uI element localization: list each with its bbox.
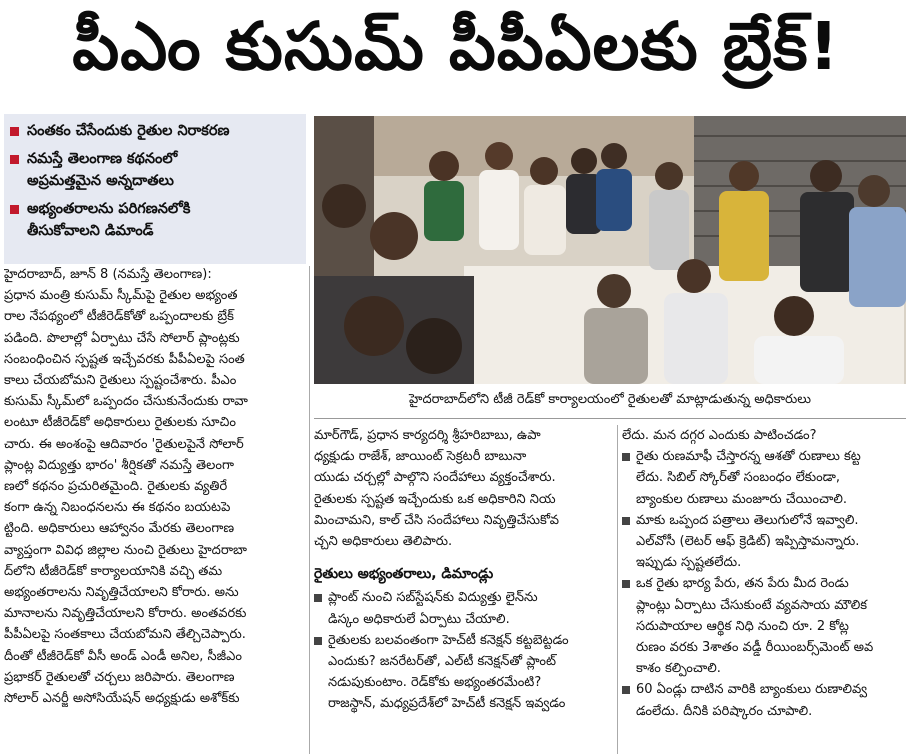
text-line: ఎందుకు? జనరేటర్‌తో, ఎల్‌టీ కనెక్షన్‌తో ప్లాంట్: [328, 654, 557, 670]
text-line: 60 ఏండ్లు దాటిన వారికి బ్యాంకులు రుణాలివ్వ: [636, 682, 868, 698]
bullet-item: [622, 679, 908, 721]
text-line: సోలార్ ఎనర్జీ అసోసియేషన్ అధ్యక్షుడు అశోక్‌కు: [4, 691, 240, 707]
text-line: లేదు. సిబిల్ స్కోర్‌తో సంబంధం లేకుండా,: [636, 470, 841, 486]
text-line: కాశం కల్పించాలి.: [636, 661, 721, 677]
text-line: రైతులకు బలవంతంగా హెచ్‌టీ కనెక్షన్ కట్టబెట్టడం: [328, 632, 569, 648]
text-line: కాలు చేయబోమని రైతులు స్పష్టంచేశారు. పీఎం: [4, 373, 237, 389]
highlight-item: [10, 148, 302, 192]
text-line: సంబంధించిన స్పష్టత ఇచ్చేవరకు పీపీఏలపై సంత: [4, 351, 245, 367]
highlight-line: తీసుకోవాలని డిమాండ్: [27, 223, 154, 239]
red-square-icon: [10, 205, 19, 214]
photo-caption: హైదరాబాద్‌లోని టీజీ రెడ్‌కో కార్యాలయంలో రైతులతో మాట్లాడుతున్న అధికారులు: [409, 392, 811, 407]
text-line: రుణం వరకు 3శాతం వడ్డీ రీయింబర్స్‌మెంట్ అవ: [636, 640, 874, 656]
bullet-item: [622, 573, 908, 679]
text-line: వ్యాప్తంగా వివిధ జిల్లాల నుంచి రైతులు హైదరాబా: [4, 542, 247, 558]
highlight-line: నమస్తే తెలంగాణ కథనంలో: [27, 151, 178, 167]
text-line: హైదరాబాద్, జూన్ 8 (నమస్తే తెలంగాణ):: [4, 267, 212, 282]
column-divider: [309, 266, 310, 754]
headline: పీఎం కుసుమ్ పీపీఏలకు బ్రేక్!: [72, 7, 840, 85]
text-line: ప్రభాకర్ రైతులతో చర్చలు జరిపారు. తెలంగాణ: [4, 669, 235, 685]
text-line: ట్టింది. అధికారులు ఆహ్వానం మేరకు తెలంగాణ: [4, 521, 235, 537]
news-photo: [314, 116, 906, 384]
text-line: ఎల్‌వోసీ (లెటర్ ఆఫ్ క్రెడిట్) ఇప్పిస్తామన్నారు.: [636, 534, 860, 550]
text-line: మించామని, కాల్ చేసి సందేహాలు నివృత్తిచేసుకోవ: [314, 512, 559, 528]
text-line: యుడు చర్చల్లో పాల్గొని సందేహాలు వ్యక్తంచేశారు.: [314, 470, 556, 486]
square-bullet-icon: [622, 686, 630, 694]
text-line: మానాలను నివృత్తిచేయాలని కోరారు. అంతవరకు: [4, 606, 247, 622]
text-line: లేదు. మన దగ్గర ఎందుకు పాటించడం?: [622, 428, 817, 443]
divider: [314, 418, 906, 419]
square-bullet-icon: [622, 517, 630, 525]
red-square-icon: [10, 127, 19, 136]
bullet-item: [622, 510, 908, 574]
square-bullet-icon: [622, 453, 630, 461]
text-line: చారు. ఈ అంశంపై ఆదివారం 'రైతులపైనే సోలార్: [4, 436, 244, 452]
highlight-item: [10, 198, 302, 242]
text-line: దీంతో టీజీరెడ్‌కో వీసీ అండ్ ఎండీ అనిల, సీజీఎం: [4, 648, 242, 664]
column-divider: [617, 425, 618, 754]
text-line: ణలో కథనం ప్రచురితమైంది. రైతులకు వ్యతిరే: [4, 479, 228, 495]
text-line: ప్లాంట్ల విద్యుత్తు భారం' శీర్షికతో నమస్తే తెలంగా: [4, 457, 234, 473]
text-line: ద్‌లోని టీజీరెడ్‌కో కార్యాలయానికి వచ్చి తమ: [4, 563, 223, 579]
highlight-line: అప్రమత్తమైన అన్నదాతలు: [27, 173, 174, 189]
text-line: ఒక రైతు భార్య పేరు, తన పేరు మీద రెండు: [636, 576, 849, 592]
highlight-item: [10, 120, 302, 142]
text-line: రాజస్థాన్, మధ్యప్రదేశ్‌లో హెచ్‌టీ కనెక్షన్ ఇవ్వడం: [328, 696, 566, 712]
highlights-box: [4, 114, 306, 264]
article-column-1: [4, 264, 306, 709]
text-line: లంటూ టీజీరెడ్‌కో అధికారులు రైతులకు సూచిం: [4, 415, 236, 431]
text-line: ఇప్పుడు స్పష్టతలేదు.: [636, 555, 742, 571]
text-line: కుసుమ్ స్కీమ్‌లో ఒప్పందం చేసుకునేందుకు రావా: [4, 394, 248, 410]
text-line: చ్చని అధికారులు తెలిపారు.: [314, 534, 453, 550]
text-line: పీపీఏలపై సంతకాలు చేయబోమని తేల్చిచెప్పారు.: [4, 627, 246, 643]
highlight-line: అభ్యంతరాలను పరిగణనలోకి: [27, 201, 191, 217]
bullet-item: [314, 587, 614, 629]
text-line: పడింది. పొలాల్లో ఏర్పాటు చేసే సోలార్ ప్లాంట్లకు: [4, 330, 240, 346]
text-line: మాకు ఒప్పంద పత్రాలు తెలుగులోనే ఇవ్వాలి.: [636, 512, 859, 528]
text-line: మార్‌గౌడ్, ప్రధాన కార్యదర్శి శ్రీహరిబాబు, ఉపా: [314, 428, 541, 443]
text-line: రైతులకు స్పష్టత ఇచ్చేందుకు ఒక అధికారిని నియ: [314, 491, 556, 507]
text-line: రైతు రుణమాఫీ చేస్తారన్న ఆశతో రుణాలు కట్ట: [636, 449, 861, 465]
text-line: రాల నేపథ్యంలో టీజీరెడ్‌కోతో ఒప్పందాలకు బ్రేక్: [4, 309, 234, 325]
text-line: ప్రధాన మంత్రి కుసుమ్ స్కీమ్‌పై రైతుల అభ్యంత: [4, 288, 238, 304]
square-bullet-icon: [314, 637, 322, 645]
square-bullet-icon: [314, 594, 322, 602]
text-line: డంలేదు. దీనికి పరిష్కారం చూపాలి.: [636, 703, 813, 719]
bullet-item: [622, 446, 908, 510]
text-line: బ్యాంకుల రుణాలు మంజూరు చేయించాలి.: [636, 491, 847, 507]
text-line: డిస్కం అధికారులే ఏర్పాటు చేయాలి.: [328, 611, 510, 627]
highlight-line: సంతకం చేసేందుకు రైతుల నిరాకరణ: [27, 123, 230, 139]
text-line: ప్లాంట్ నుంచి సబ్‌స్టేషన్‌కు విద్యుత్తు లైన్‌ను: [328, 590, 538, 606]
bullet-item: [314, 630, 614, 715]
text-line: సదుపాయాల ఆర్థిక నిధి నుంచి రూ. 2 కోట్ల: [636, 618, 849, 634]
square-bullet-icon: [622, 580, 630, 588]
text-line: కంగా ఉన్న నిబంధనలను ఈ కథనం బయటపె: [4, 500, 231, 516]
article-column-2: [314, 425, 614, 715]
section-subheading: రైతులు అభ్యంతరాలు, డిమాండ్లు: [314, 566, 494, 583]
text-line: ప్లాంట్లు ఏర్పాటు చేసుకుంటే వ్యవసాయ మౌలిక: [636, 597, 868, 613]
article-column-3: [622, 425, 908, 722]
text-line: ధ్యక్షుడు రాజేశ్, జాయింట్ సెక్రటరీ బాబునా: [314, 449, 527, 465]
red-square-icon: [10, 155, 19, 164]
text-line: అభ్యంతరాలను నివృత్తిచేయాలని కోరారు. అను: [4, 585, 239, 601]
text-line: నడుపుకుంటాం. రెడ్‌కోకు అభ్యంతరమేంటి?: [328, 675, 542, 691]
